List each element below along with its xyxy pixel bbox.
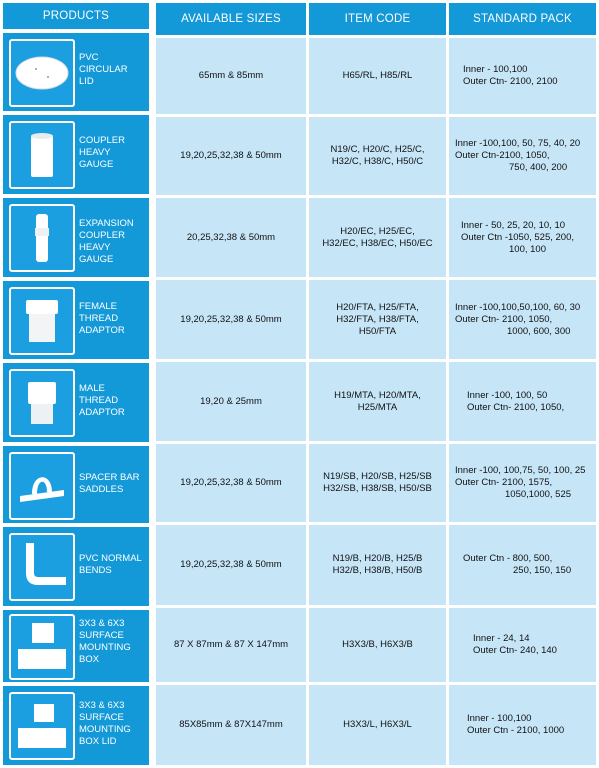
product-name: 3X3 & 6X3 SURFACE MOUNTING BOX xyxy=(79,618,131,665)
code-cell: H19/MTA, H20/MTA, H25/MTA xyxy=(309,362,446,441)
product-name: 3X3 & 6X3 SURFACE MOUNTING BOX LID xyxy=(79,700,131,747)
specs-table xyxy=(154,0,599,768)
sizes-cell: 19,20,25,32,38 & 50mm xyxy=(156,117,306,195)
product-row xyxy=(3,363,149,442)
sizes-cell: 65mm & 85mm xyxy=(156,38,306,114)
product-name: FEMALE THREAD ADAPTOR xyxy=(79,301,125,336)
product-name: PVC NORMAL BENDS xyxy=(79,553,142,576)
sizes-cell: 85X85mm & 87X147mm xyxy=(156,685,306,765)
circular-lid-icon xyxy=(9,39,75,107)
sizes-header: AVAILABLE SIZES xyxy=(156,3,306,35)
pack-cell: Inner - 50, 25, 20, 10, 10 Outer Ctn -1050, 525, 200, 100, 100 xyxy=(449,198,596,277)
product-row xyxy=(3,446,149,523)
code-header: ITEM CODE xyxy=(309,3,446,35)
code-cell: N19/C, H20/C, H25/C, H32/C, H38/C, H50/C xyxy=(309,117,446,195)
code-cell: H3X3/L, H6X3/L xyxy=(309,685,446,765)
product-name: SPACER BAR SADDLES xyxy=(79,472,140,495)
code-cell: H20/EC, H25/EC, H32/EC, H38/EC, H50/EC xyxy=(309,198,446,277)
code-cell: N19/B, H20/B, H25/B H32/B, H38/B, H50/B xyxy=(309,525,446,605)
code-cell: H20/FTA, H25/FTA, H32/FTA, H38/FTA, H50/FTA xyxy=(309,280,446,359)
box-lid-icon xyxy=(9,692,75,760)
pack-cell: Inner - 100,100 Outer Ctn- 2100, 2100 xyxy=(449,38,596,114)
pack-cell: Outer Ctn - 800, 500, 250, 150, 150 xyxy=(449,525,596,605)
product-row xyxy=(3,686,149,765)
product-row xyxy=(3,33,149,111)
product-row xyxy=(3,115,149,194)
product-row xyxy=(3,610,149,682)
products-column xyxy=(0,0,152,768)
bend-icon xyxy=(9,533,75,601)
products-header: PRODUCTS xyxy=(3,3,149,29)
coupler-icon xyxy=(9,121,75,189)
code-cell: N19/SB, H20/SB, H25/SB H32/SB, H38/SB, H50/SB xyxy=(309,444,446,522)
male-adaptor-icon xyxy=(9,369,75,437)
product-name: EXPANSION COUPLER HEAVY GAUGE xyxy=(79,218,134,265)
product-row xyxy=(3,281,149,359)
pack-cell: Inner - 100,100 Outer Ctn - 2100, 1000 xyxy=(449,685,596,765)
sizes-cell: 19,20 & 25mm xyxy=(156,362,306,441)
pack-cell: Inner -100,100, 50, 75, 40, 20 Outer Ctn-2100, 1050, 750, 400, 200 xyxy=(449,117,596,195)
mounting-box-icon xyxy=(9,614,75,680)
sizes-cell: 19,20,25,32,38 & 50mm xyxy=(156,525,306,605)
pack-cell: Inner - 24, 14 Outer Ctn- 240, 140 xyxy=(449,608,596,682)
spacer-saddle-icon xyxy=(9,452,75,520)
sizes-cell: 19,20,25,32,38 & 50mm xyxy=(156,280,306,359)
code-cell: H65/RL, H85/RL xyxy=(309,38,446,114)
sizes-cell: 87 X 87mm & 87 X 147mm xyxy=(156,608,306,682)
product-row xyxy=(3,527,149,606)
female-adaptor-icon xyxy=(9,287,75,355)
expansion-coupler-icon xyxy=(9,204,75,272)
product-name: PVC CIRCULAR LID xyxy=(79,52,128,87)
sizes-cell: 19,20,25,32,38 & 50mm xyxy=(156,444,306,522)
pack-header: STANDARD PACK xyxy=(449,3,596,35)
product-name: COUPLER HEAVY GAUGE xyxy=(79,135,125,170)
pack-cell: Inner -100,100,50,100, 60, 30 Outer Ctn- 2100, 1050, 1000, 600, 300 xyxy=(449,280,596,359)
code-cell: H3X3/B, H6X3/B xyxy=(309,608,446,682)
pack-cell: Inner -100, 100, 50 Outer Ctn- 2100, 1050, xyxy=(449,362,596,441)
product-row xyxy=(3,198,149,277)
pack-cell: Inner -100, 100,75, 50, 100, 25 Outer Ctn- 2100, 1575, 1050,1000, 525 xyxy=(449,444,596,522)
sizes-cell: 20,25,32,38 & 50mm xyxy=(156,198,306,277)
product-name: MALE THREAD ADAPTOR xyxy=(79,383,125,418)
